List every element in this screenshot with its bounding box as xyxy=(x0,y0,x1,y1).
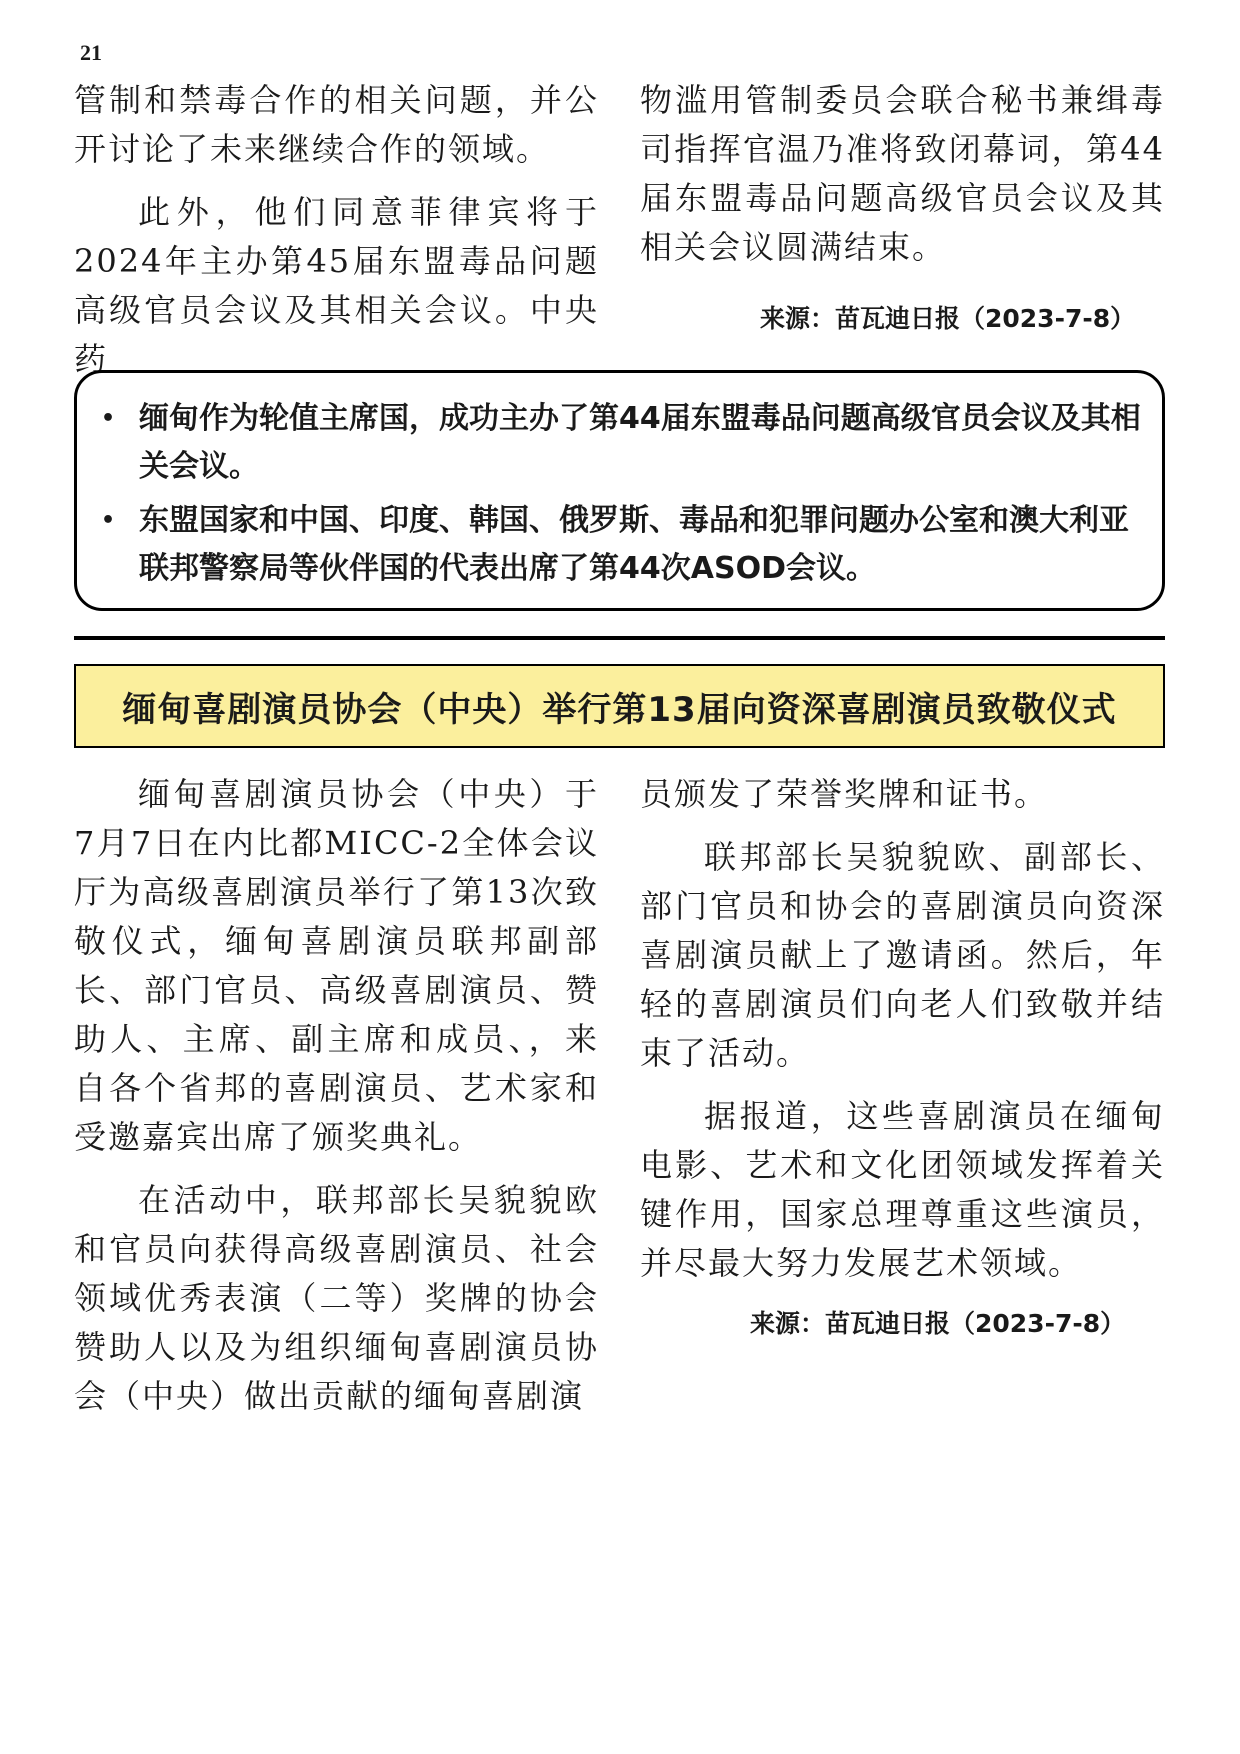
article1-left-paragraph: 此外，他们同意菲律宾将于2024年主办第45届东盟毒品问题高级官员会议及其相关会议。中央药 xyxy=(74,193,599,378)
article2-right-paragraph: 据报道，这些喜剧演员在缅甸电影、艺术和文化团领域发挥着关键作用，国家总理尊重这些演员，并尽最大努力发展艺术领域。 xyxy=(640,1097,1165,1282)
article2-source: 来源：苗瓦迪日报（2023-7-8） xyxy=(750,1309,1126,1338)
article2-left-paragraph: 在活动中，联邦部长吴貌貌欧和官员向获得高级喜剧演员、社会领域优秀表演（二等）奖牌的协会赞助人以及为组织缅甸喜剧演员协会（中央）做出贡献的缅甸喜剧演 xyxy=(74,1181,599,1415)
summary-item-text: 东盟国家和中国、印度、韩国、俄罗斯、毒品和犯罪问题办公室和澳大利亚联邦警察局等伙伴国的代表出席了第44次ASOD会议。 xyxy=(139,503,1129,586)
summary-item xyxy=(95,395,1144,491)
summary-item-text: 缅甸作为轮值主席国，成功主办了第44届东盟毒品问题高级官员会议及其相关会议。 xyxy=(139,401,1141,484)
article2-left-column xyxy=(74,770,599,1435)
article1-right-paragraph: 物滥用管制委员会联合秘书兼缉毒司指挥官温乃准将致闭幕词，第44届东盟毒品问题高级官员会议及其相关会议圆满结束。 xyxy=(640,81,1165,266)
summary-list xyxy=(95,395,1144,593)
article1-right-column xyxy=(640,76,1165,286)
section-divider xyxy=(74,636,1165,640)
article2-right-column xyxy=(640,770,1165,1302)
article1-left-paragraph: 管制和禁毒合作的相关问题，并公开讨论了未来继续合作的领域。 xyxy=(74,81,599,168)
bullet-icon: • xyxy=(101,508,116,533)
summary-item xyxy=(95,497,1144,593)
article2-right-paragraph: 员颁发了荣誉奖牌和证书。 xyxy=(640,775,1049,813)
article2-left-paragraph: 缅甸喜剧演员协会（中央）于7月7日在内比都MICC-2全体会议厅为高级喜剧演员举行了第13次致敬仪式，缅甸喜剧演员联邦副部长、部门官员、高级喜剧演员、赞助人、主席、副主席和成员、，来自各个省邦的喜剧演员、艺术家和受邀嘉宾出席了颁奖典礼。 xyxy=(74,775,599,1156)
summary-box xyxy=(74,370,1165,611)
bullet-icon: • xyxy=(101,406,116,431)
page-number: 21 xyxy=(80,40,102,65)
article1-left-column xyxy=(74,76,599,398)
article2-right-paragraph: 联邦部长吴貌貌欧、副部长、部门官员和协会的喜剧演员向资深喜剧演员献上了邀请函。然后，年轻的喜剧演员们向老人们致敬并结束了活动。 xyxy=(640,838,1165,1072)
article1-source: 来源：苗瓦迪日报（2023-7-8） xyxy=(760,304,1136,333)
article2-headline: 缅甸喜剧演员协会（中央）举行第13届向资深喜剧演员致敬仪式 xyxy=(74,664,1165,748)
